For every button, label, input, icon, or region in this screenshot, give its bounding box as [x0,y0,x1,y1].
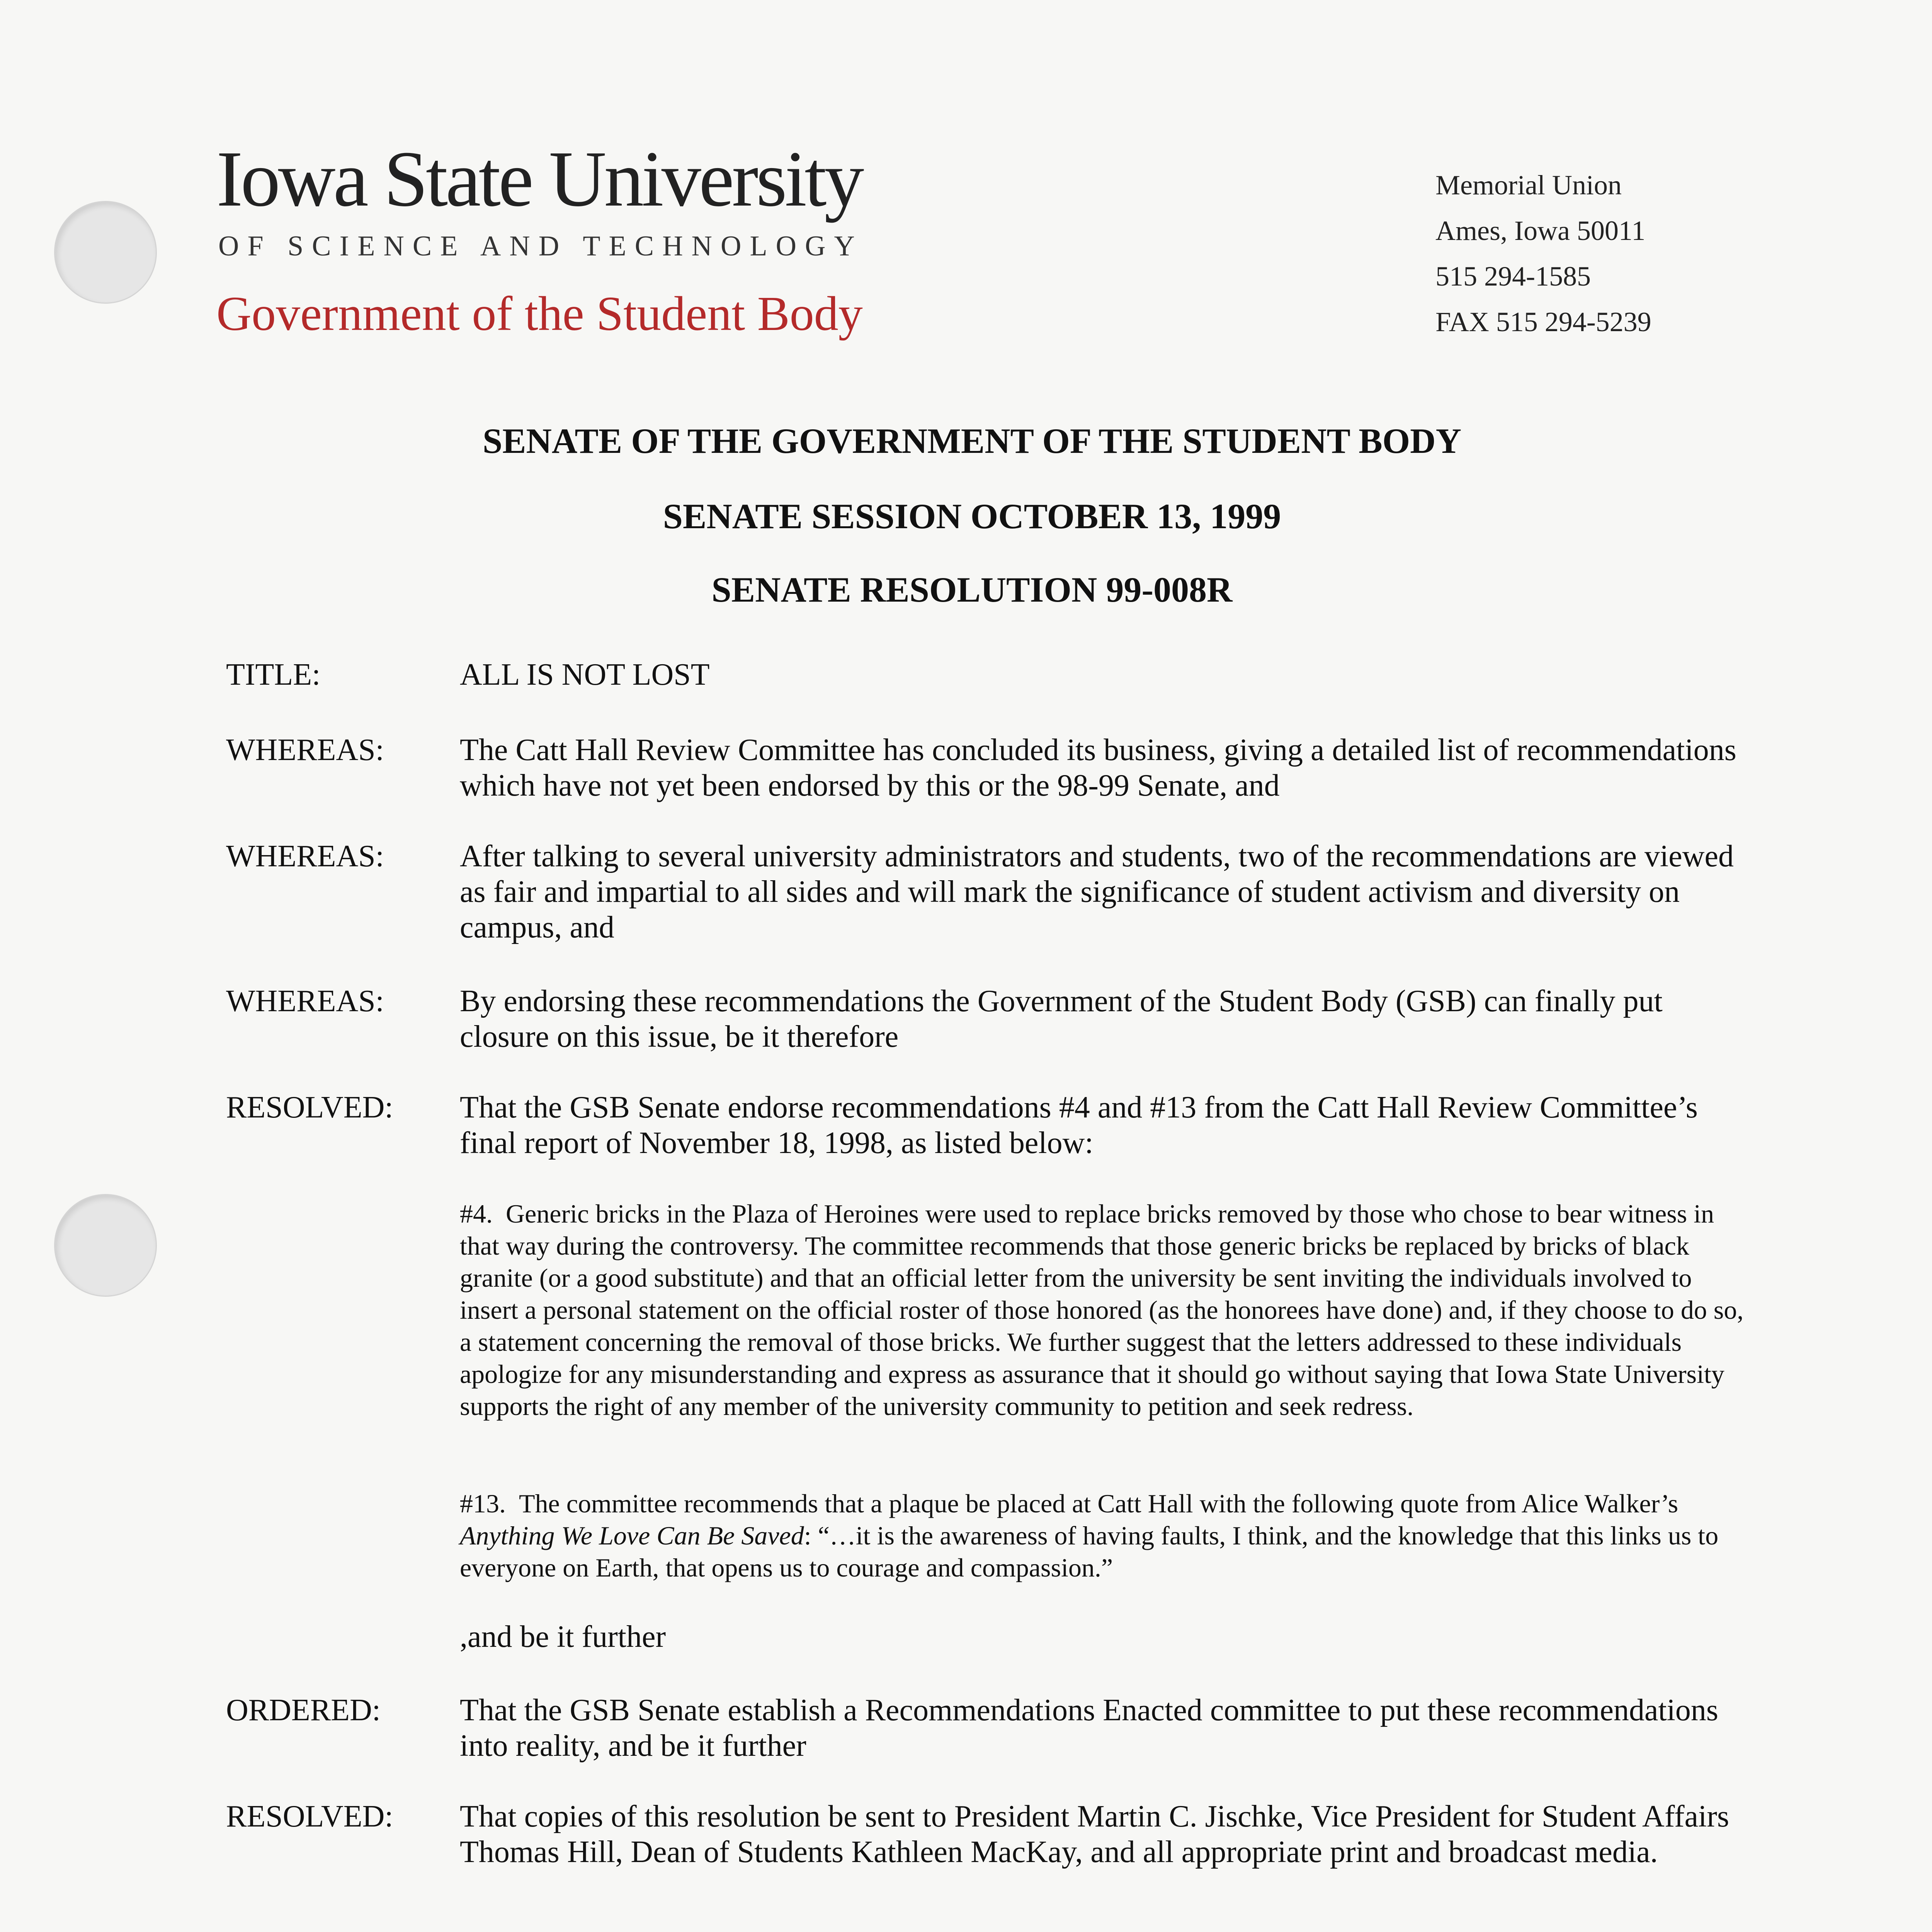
recommendation-4 [460,1198,1750,1422]
ordered-label: ORDERED: [226,1693,381,1727]
address-line: FAX 515 294-5239 [1435,306,1651,337]
letterhead-address [1435,162,1651,345]
address-line: Ames, Iowa 50011 [1435,215,1646,246]
clause-label: RESOLVED: [226,1090,393,1124]
ordered-text: That the GSB Senate establish a Recommendations Enacted committee to put these recommendations into reality, and be it further [460,1693,1718,1763]
clause-label: WHEREAS: [226,984,384,1018]
clause-text: That the GSB Senate endorse recommendations #4 and #13 from the Catt Hall Review Committee’s final report of November 18, 1998, as listed below: [460,1090,1698,1160]
resolution-title: ALL IS NOT LOST [460,658,710,692]
university-subtitle: OF SCIENCE AND TECHNOLOGY [218,230,863,262]
resolved-label: RESOLVED: [226,1799,393,1833]
senate-heading: SENATE OF THE GOVERNMENT OF THE STUDENT BODY [482,421,1462,461]
recommendation-number: #4. [460,1199,493,1228]
title-label: TITLE: [226,658,321,692]
book-title: Anything We Love Can Be Saved [460,1521,804,1550]
continuation-text: ,and be it further [460,1620,666,1654]
university-name: Iowa State University [216,134,862,223]
clause-text: The Catt Hall Review Committee has concluded its business, giving a detailed list of recommendations which have not yet been endorsed by this or the 98-99 Senate, and [460,733,1736,803]
resolution-heading: SENATE RESOLUTION 99-008R [711,570,1233,609]
punch-hole [54,1194,157,1297]
address-line: Memorial Union [1435,170,1622,201]
recommendation-13 [460,1488,1750,1584]
clause-label: WHEREAS: [226,733,384,767]
clause-text: By endorsing these recommendations the Government of the Student Body (GSB) can finally put closure on this issue, be it therefore [460,984,1663,1054]
punch-hole [54,201,157,304]
department-name: Government of the Student Body [216,287,863,341]
resolved-text: That copies of this resolution be sent to President Martin C. Jischke, Vice President for Student Affairs Thomas Hill, Dean of Students Kathleen MacKay, and all appropriate print and broadcast media. [460,1799,1730,1869]
recommendation-text: The committee recommends that a plaque be placed at Catt Hall with the following quote from Alice Walker’s [519,1489,1679,1518]
recommendation-text: Generic bricks in the Plaza of Heroines were used to replace bricks removed by those who chose to bear witness in that way during the controversy. The committee recommends that those generic bricks be replaced by bricks of black granite (or a good substitute) and that an official letter from the university be sent inviting the individuals involved to insert a personal statement on the official roster of those honored (as the honorees have done) and, if they choose to do so, a statement concerning the removal of those bricks. We further suggest that the letters addressed to these individuals apologize for any misunderstanding and express as assurance that it should go without saying that Iowa State University supports the right of any member of the university community to petition and seek redress. [460,1199,1744,1421]
address-line: 515 294-1585 [1435,261,1591,292]
session-heading: SENATE SESSION OCTOBER 13, 1999 [663,497,1281,536]
recommendation-quote: : “…it is the awareness of having faults, I think, and the knowledge that this links us to everyone on Earth, that opens us to courage and compassion.” [460,1521,1719,1582]
clause-label: WHEREAS: [226,839,384,873]
recommendation-number: #13. [460,1489,506,1518]
clause-text: After talking to several university administrators and students, two of the recommendations are viewed as fair and impartial to all sides and will mark the significance of student activism and diversity on campus, and [460,839,1734,944]
